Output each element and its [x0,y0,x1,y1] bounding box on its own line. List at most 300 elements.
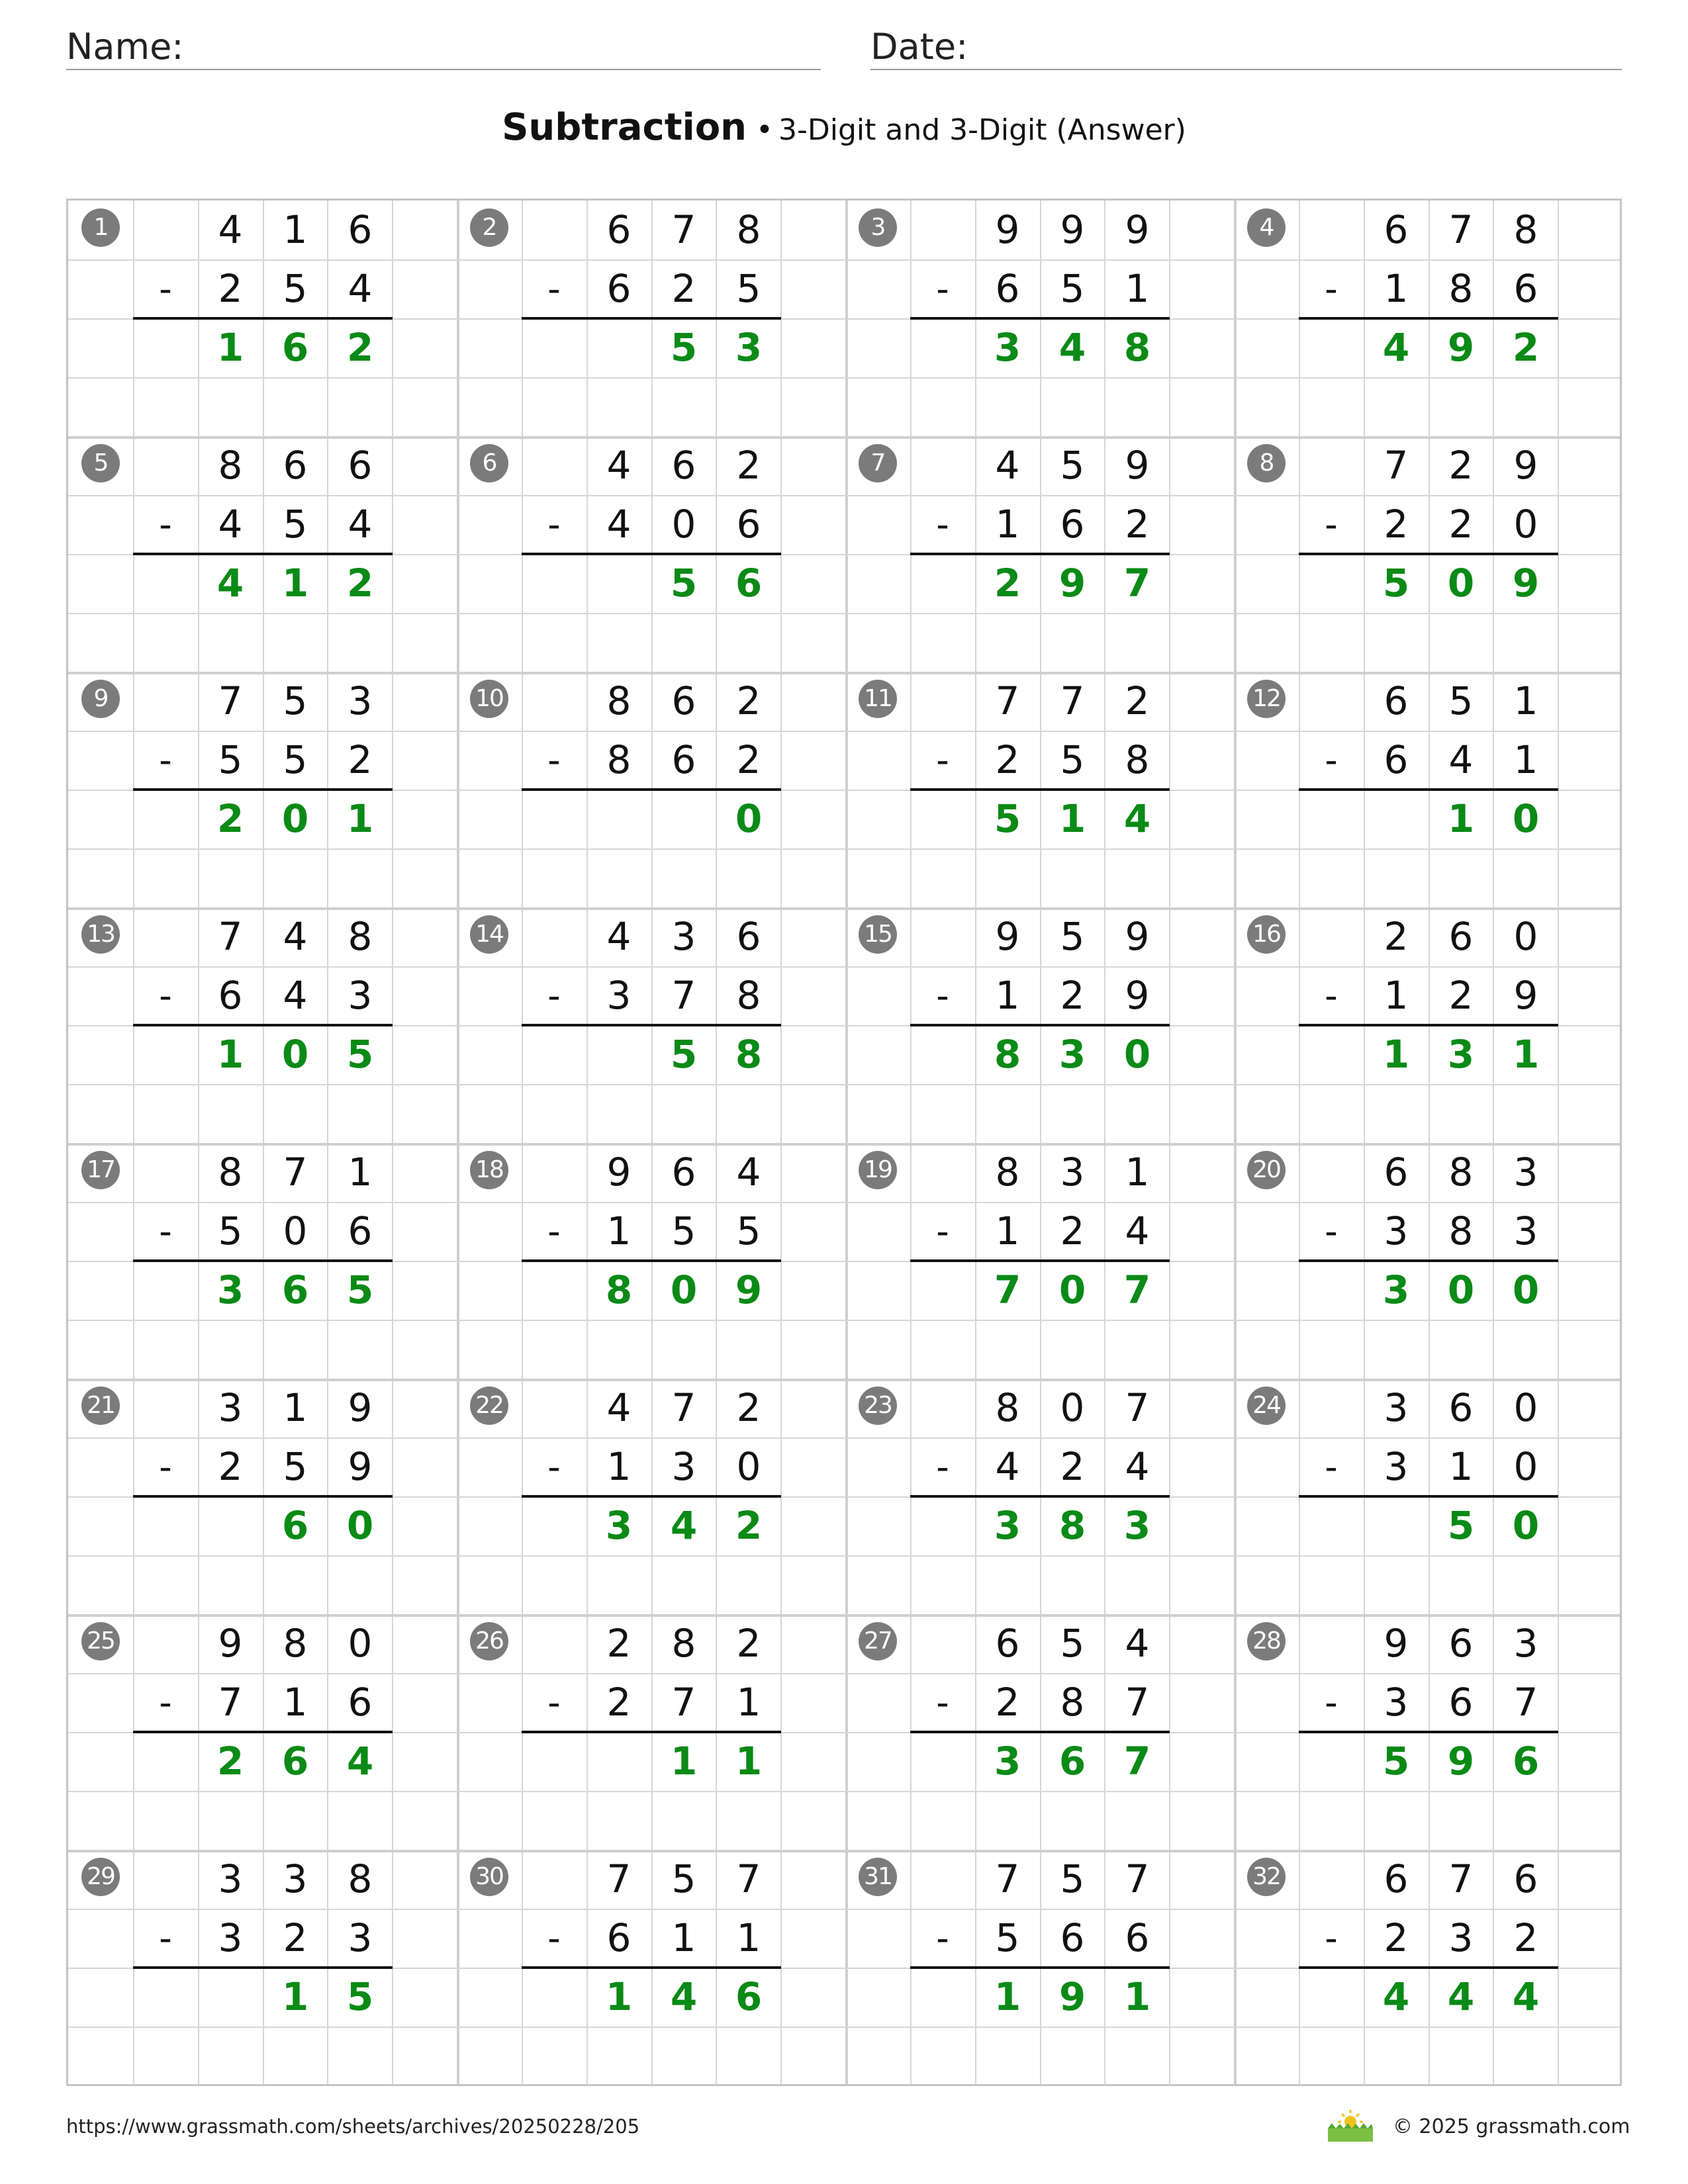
answer-digit[interactable]: 9 [1447,1739,1475,1784]
subtrahend-digit: 0 [736,1444,761,1489]
subtrahend-digit: 0 [283,1208,308,1253]
problem-31 [845,1850,1234,2085]
problem-number-badge: 26 [470,1622,508,1661]
minuend-digit: 5 [283,678,308,723]
minuend-digit: 6 [1513,1856,1538,1901]
minuend-digit: 7 [1448,1856,1474,1901]
answer-digit[interactable]: 3 [994,325,1021,370]
subtrahend-digit: 6 [348,1208,373,1253]
minuend-digit: 8 [1448,1150,1474,1195]
minuend-digit: 6 [283,443,308,488]
answer-digit[interactable]: 6 [281,1739,309,1784]
subtrahend-digit: 7 [671,1680,696,1725]
answer-digit[interactable]: 1 [670,1739,698,1784]
problem-23 [845,1379,1234,1614]
answer-digit[interactable]: 4 [1123,796,1151,841]
minuend-digit: 8 [995,1385,1020,1430]
minus-sign: - [159,268,172,310]
minuend-digit: 2 [1125,678,1150,723]
subtrahend-digit: 7 [1125,1680,1150,1725]
minuend-digit: 3 [283,1856,308,1901]
minuend-digit: 7 [283,1150,308,1195]
answer-digit[interactable]: 8 [1058,1503,1086,1548]
subtrahend-digit: 6 [1060,502,1085,547]
minuend-digit: 1 [348,1150,373,1195]
answer-digit[interactable]: 3 [1447,1032,1475,1077]
minuend-digit: 7 [671,207,696,252]
problem-number-badge: 29 [81,1858,120,1896]
answer-digit[interactable]: 4 [216,561,244,606]
minuend-digit: 6 [1448,1621,1474,1666]
answer-digit[interactable]: 3 [735,325,763,370]
subtrahend-digit: 2 [218,1444,243,1489]
minuend-digit: 8 [348,1856,373,1901]
minuend-digit: 6 [348,207,373,252]
minus-sign: - [1325,1682,1338,1723]
answer-digit[interactable]: 2 [216,796,244,841]
subtrahend-digit: 0 [671,502,696,547]
subtrahend-digit: 6 [1513,266,1538,311]
minuend-digit: 2 [1383,914,1409,959]
problem-27 [845,1614,1234,1850]
minuend-digit: 9 [218,1621,243,1666]
grass-sun-logo-icon [1324,2105,1377,2144]
answer-digit[interactable]: 3 [994,1739,1021,1784]
minuend-digit: 9 [1060,207,1085,252]
subtrahend-digit: 5 [218,1208,243,1253]
answer-digit[interactable]: 4 [670,1503,698,1548]
answer-digit[interactable] [198,1496,263,1555]
problem-number-badge: 25 [81,1622,120,1661]
problem-number-badge: 7 [859,444,897,482]
minus-sign: - [936,1917,949,1959]
subtrahend-digit: 5 [1060,737,1085,782]
answer-digit[interactable]: 0 [1512,1267,1540,1312]
answer-digit[interactable]: 1 [216,1032,244,1077]
subtrahend-digit: 5 [283,266,308,311]
minuend-digit: 3 [348,678,373,723]
subtrahend-digit: 4 [1448,737,1474,782]
answer-digit[interactable]: 5 [670,1032,698,1077]
minuend-digit: 0 [1060,1385,1085,1430]
minuend-digit: 2 [736,678,761,723]
problem-25 [68,1614,457,1850]
minuend-digit: 7 [1125,1385,1150,1430]
subtrahend-digit: 1 [671,1915,696,1960]
subtrahend-digit: 1 [736,1680,761,1725]
answer-digit[interactable]: 3 [1382,1267,1410,1312]
answer-digit[interactable] [1364,1496,1429,1555]
answer-digit[interactable]: 5 [670,325,698,370]
answer-digit[interactable]: 0 [1512,796,1540,841]
problem-number-badge: 6 [470,444,508,482]
date-label: Date: [870,26,968,68]
problem-number-badge: 12 [1247,680,1286,718]
answer-digit[interactable]: 8 [1123,325,1151,370]
problem-number-badge: 17 [81,1151,120,1189]
problem-30 [457,1850,845,2085]
problem-9 [68,672,457,907]
minuend-digit: 7 [995,1856,1020,1901]
minus-sign: - [936,975,949,1017]
minus-sign: - [159,504,172,545]
problem-29 [68,1850,457,2085]
subtrahend-digit: 5 [736,266,761,311]
minuend-digit: 0 [1513,914,1538,959]
minuend-digit: 5 [671,1856,696,1901]
minuend-digit: 9 [1125,207,1150,252]
answer-digit[interactable]: 5 [346,1974,374,2019]
answer-digit[interactable]: 5 [994,796,1021,841]
minus-sign: - [547,1446,561,1488]
minus-sign: - [547,739,561,781]
answer-digit[interactable]: 5 [670,561,698,606]
subtrahend-digit: 6 [671,737,696,782]
problem-number-badge: 10 [470,680,508,718]
answer-digit[interactable]: 7 [1123,1739,1151,1784]
problem-number-badge: 16 [1247,915,1286,954]
answer-digit[interactable] [651,790,716,848]
answer-digit[interactable]: 4 [670,1974,698,2019]
answer-digit[interactable]: 4 [1058,325,1086,370]
subtrahend-digit: 1 [606,1208,632,1253]
problem-5 [68,436,457,672]
subtrahend-digit: 2 [348,737,373,782]
problem-number-badge: 11 [859,680,897,718]
problem-number-badge: 28 [1247,1622,1286,1661]
worksheet-title [0,106,1688,149]
minus-sign: - [547,1210,561,1252]
minuend-digit: 2 [736,1385,761,1430]
minus-sign: - [936,1682,949,1723]
problem-number-badge: 1 [81,208,120,247]
subtrahend-digit: 4 [218,502,243,547]
subtrahend-digit: 6 [606,1915,632,1960]
answer-digit[interactable]: 1 [1123,1974,1151,2019]
answer-digit[interactable] [586,554,651,613]
subtrahend-digit: 5 [671,1208,696,1253]
answer-digit[interactable]: 0 [1512,1503,1540,1548]
answer-digit[interactable]: 4 [1512,1974,1540,2019]
answer-digit[interactable]: 0 [346,1503,374,1548]
subtrahend-digit: 8 [1060,1680,1085,1725]
minuend-digit: 0 [348,1621,373,1666]
answer-digit[interactable]: 6 [1058,1739,1086,1784]
answer-digit[interactable]: 5 [1382,561,1410,606]
problem-number-badge: 18 [470,1151,508,1189]
problem-number-badge: 2 [470,208,508,247]
answer-digit[interactable]: 6 [281,1503,309,1548]
minus-sign: - [1325,1446,1338,1488]
minuend-digit: 1 [283,207,308,252]
minus-sign: - [547,268,561,310]
answer-digit[interactable]: 0 [735,796,763,841]
answer-digit[interactable]: 1 [281,561,309,606]
minuend-digit: 7 [1448,207,1474,252]
answer-digit[interactable]: 2 [346,561,374,606]
minuend-digit: 9 [995,207,1020,252]
minus-sign: - [936,504,949,545]
answer-digit[interactable]: 1 [994,1974,1021,2019]
answer-digit[interactable]: 8 [994,1032,1021,1077]
answer-digit[interactable]: 1 [346,796,374,841]
subtrahend-digit: 6 [348,1680,373,1725]
answer-digit[interactable]: 1 [1382,1032,1410,1077]
title-subtitle: 3-Digit and 3-Digit (Answer) [778,113,1186,147]
answer-digit[interactable] [586,790,651,848]
problem-number-badge: 13 [81,915,120,954]
minuend-digit: 9 [1513,443,1538,488]
answer-digit[interactable]: 0 [281,796,309,841]
minuend-digit: 4 [218,207,243,252]
answer-digit[interactable]: 5 [346,1267,374,1312]
answer-digit[interactable]: 5 [346,1032,374,1077]
minuend-digit: 3 [671,914,696,959]
answer-digit[interactable]: 4 [1382,325,1410,370]
subtrahend-digit: 4 [348,266,373,311]
minus-sign: - [1325,739,1338,781]
subtrahend-digit: 6 [218,973,243,1018]
answer-digit[interactable]: 4 [346,1739,374,1784]
answer-digit[interactable] [586,1732,651,1791]
answer-digit[interactable]: 9 [1512,561,1540,606]
minus-sign: - [1325,268,1338,310]
subtrahend-digit: 3 [606,973,632,1018]
answer-digit[interactable]: 7 [1123,561,1151,606]
answer-digit[interactable] [586,1025,651,1084]
answer-digit[interactable]: 1 [1512,1032,1540,1077]
problem-number-badge: 14 [470,915,508,954]
subtrahend-digit: 2 [995,737,1020,782]
answer-digit[interactable]: 7 [1123,1267,1151,1312]
answer-digit[interactable]: 2 [735,1503,763,1548]
minus-sign: - [159,1210,172,1252]
problem-number-badge: 23 [859,1387,897,1425]
answer-digit[interactable] [198,1968,263,2026]
subtrahend-digit: 9 [1125,973,1150,1018]
problem-14 [457,907,845,1143]
problem-number-badge: 5 [81,444,120,482]
answer-digit[interactable]: 2 [346,325,374,370]
problem-6 [457,436,845,672]
problem-19 [845,1143,1234,1379]
problem-number-badge: 22 [470,1387,508,1425]
subtrahend-digit: 2 [283,1915,308,1960]
minuend-digit: 4 [1125,1621,1150,1666]
answer-digit[interactable]: 6 [281,1267,309,1312]
date-field[interactable] [870,25,1622,70]
subtrahend-digit: 5 [283,502,308,547]
answer-digit[interactable]: 6 [281,325,309,370]
answer-digit[interactable]: 1 [281,1974,309,2019]
minuend-digit: 1 [1513,678,1538,723]
answer-digit[interactable]: 3 [605,1503,633,1548]
minuend-digit: 1 [283,1385,308,1430]
subtrahend-digit: 2 [1060,1444,1085,1489]
answer-digit[interactable]: 4 [1382,1974,1410,2019]
minus-sign: - [159,1917,172,1959]
answer-digit[interactable]: 4 [1447,1974,1475,2019]
answer-digit[interactable]: 3 [216,1267,244,1312]
subtrahend-digit: 5 [218,737,243,782]
minuend-digit: 9 [348,1385,373,1430]
answer-digit[interactable]: 0 [1058,1267,1086,1312]
answer-digit[interactable]: 6 [735,1974,763,2019]
minuend-digit: 3 [218,1385,243,1430]
problem-1 [68,201,457,436]
problem-12 [1234,672,1622,907]
answer-digit[interactable]: 3 [994,1503,1021,1548]
minuend-digit: 5 [1448,678,1474,723]
problem-2 [457,201,845,436]
subtrahend-digit: 6 [1448,1680,1474,1725]
answer-digit[interactable]: 1 [735,1739,763,1784]
minuend-digit: 1 [1125,1150,1150,1195]
minuend-digit: 6 [606,207,632,252]
subtrahend-digit: 1 [1448,1444,1474,1489]
answer-digit[interactable]: 9 [1058,1974,1086,2019]
answer-digit[interactable]: 1 [1058,796,1086,841]
minuend-digit: 9 [1125,914,1150,959]
minuend-digit: 5 [1060,443,1085,488]
subtrahend-digit: 6 [995,266,1020,311]
problem-number-badge: 20 [1247,1151,1286,1189]
problem-21 [68,1379,457,1614]
answer-digit[interactable]: 9 [1058,561,1086,606]
subtrahend-digit: 6 [606,266,632,311]
answer-digit[interactable]: 6 [1512,1739,1540,1784]
subtrahend-digit: 2 [606,1680,632,1725]
subtrahend-digit: 4 [606,502,632,547]
minuend-digit: 6 [1448,914,1474,959]
answer-digit[interactable]: 0 [1447,1267,1475,1312]
minuend-digit: 2 [606,1621,632,1666]
subtrahend-digit: 5 [1060,266,1085,311]
title-separator: • [756,113,773,147]
subtrahend-digit: 4 [1125,1444,1150,1489]
minus-sign: - [936,739,949,781]
minuend-digit: 8 [736,207,761,252]
subtrahend-digit: 8 [1125,737,1150,782]
subtrahend-digit: 2 [1448,502,1474,547]
subtrahend-digit: 2 [1125,502,1150,547]
minuend-digit: 2 [1448,443,1474,488]
minuend-digit: 4 [736,1150,761,1195]
subtrahend-digit: 9 [348,1444,373,1489]
answer-digit[interactable]: 2 [216,1739,244,1784]
subtrahend-digit: 4 [995,1444,1020,1489]
name-field[interactable] [66,25,821,70]
minuend-digit: 8 [348,914,373,959]
minuend-digit: 6 [1383,678,1409,723]
minuend-digit: 8 [218,443,243,488]
subtrahend-digit: 4 [283,973,308,1018]
answer-digit[interactable]: 0 [1447,561,1475,606]
answer-digit[interactable]: 3 [1058,1032,1086,1077]
problem-number-badge: 4 [1247,208,1286,247]
subtrahend-digit: 3 [1448,1915,1474,1960]
minus-sign: - [159,1446,172,1488]
subtrahend-digit: 1 [995,502,1020,547]
minuend-digit: 7 [1125,1856,1150,1901]
subtrahend-digit: 7 [671,973,696,1018]
subtrahend-digit: 6 [1125,1915,1150,1960]
answer-digit[interactable]: 5 [1447,1503,1475,1548]
minuend-digit: 8 [606,678,632,723]
subtrahend-digit: 1 [606,1444,632,1489]
problem-16 [1234,907,1622,1143]
answer-digit[interactable]: 0 [281,1032,309,1077]
minuend-digit: 6 [1448,1385,1474,1430]
answer-digit[interactable]: 0 [1123,1032,1151,1077]
answer-digit[interactable] [586,318,651,377]
answer-digit[interactable]: 2 [1512,325,1540,370]
subtrahend-digit: 8 [736,973,761,1018]
subtrahend-digit: 1 [1513,737,1538,782]
minuend-digit: 7 [1060,678,1085,723]
answer-digit[interactable]: 0 [670,1267,698,1312]
subtrahend-digit: 6 [736,502,761,547]
problem-number-badge: 30 [470,1858,508,1896]
problem-number-badge: 24 [1247,1387,1286,1425]
subtrahend-digit: 2 [1383,1915,1409,1960]
footer-copyright: © 2025 grassmath.com [1393,2115,1630,2138]
problem-number-badge: 8 [1247,444,1286,482]
answer-digit[interactable]: 7 [994,1267,1021,1312]
minuend-digit: 7 [671,1385,696,1430]
subtrahend-digit: 2 [1383,502,1409,547]
minuend-digit: 0 [1513,1385,1538,1430]
subtrahend-digit: 1 [995,973,1020,1018]
minuend-digit: 8 [218,1150,243,1195]
problem-8 [1234,436,1622,672]
subtrahend-digit: 1 [1383,266,1409,311]
answer-digit[interactable]: 1 [605,1974,633,2019]
answer-digit[interactable]: 1 [1447,796,1475,841]
subtrahend-digit: 0 [1513,1444,1538,1489]
subtrahend-digit: 3 [218,1915,243,1960]
answer-digit[interactable]: 9 [1447,325,1475,370]
subtrahend-digit: 3 [348,973,373,1018]
subtrahend-digit: 3 [348,1915,373,1960]
answer-digit[interactable]: 5 [1382,1739,1410,1784]
answer-digit[interactable]: 3 [1123,1503,1151,1548]
minuend-digit: 6 [736,914,761,959]
answer-digit[interactable] [1364,790,1429,848]
subtrahend-digit: 3 [671,1444,696,1489]
answer-digit[interactable]: 9 [735,1267,763,1312]
subtrahend-digit: 1 [995,1208,1020,1253]
subtrahend-digit: 2 [1513,1915,1538,1960]
answer-digit[interactable]: 2 [994,561,1021,606]
minuend-digit: 7 [218,678,243,723]
subtrahend-digit: 1 [1125,266,1150,311]
subtrahend-digit: 4 [1125,1208,1150,1253]
minuend-digit: 6 [671,678,696,723]
problem-13 [68,907,457,1143]
answer-digit[interactable]: 8 [735,1032,763,1077]
minuend-digit: 8 [671,1621,696,1666]
problem-10 [457,672,845,907]
answer-digit[interactable]: 8 [605,1267,633,1312]
problem-32 [1234,1850,1622,2085]
minuend-digit: 4 [606,443,632,488]
answer-digit[interactable]: 1 [216,325,244,370]
subtrahend-digit: 4 [348,502,373,547]
subtrahend-digit: 2 [995,1680,1020,1725]
minuend-digit: 7 [736,1856,761,1901]
answer-digit[interactable]: 6 [735,561,763,606]
